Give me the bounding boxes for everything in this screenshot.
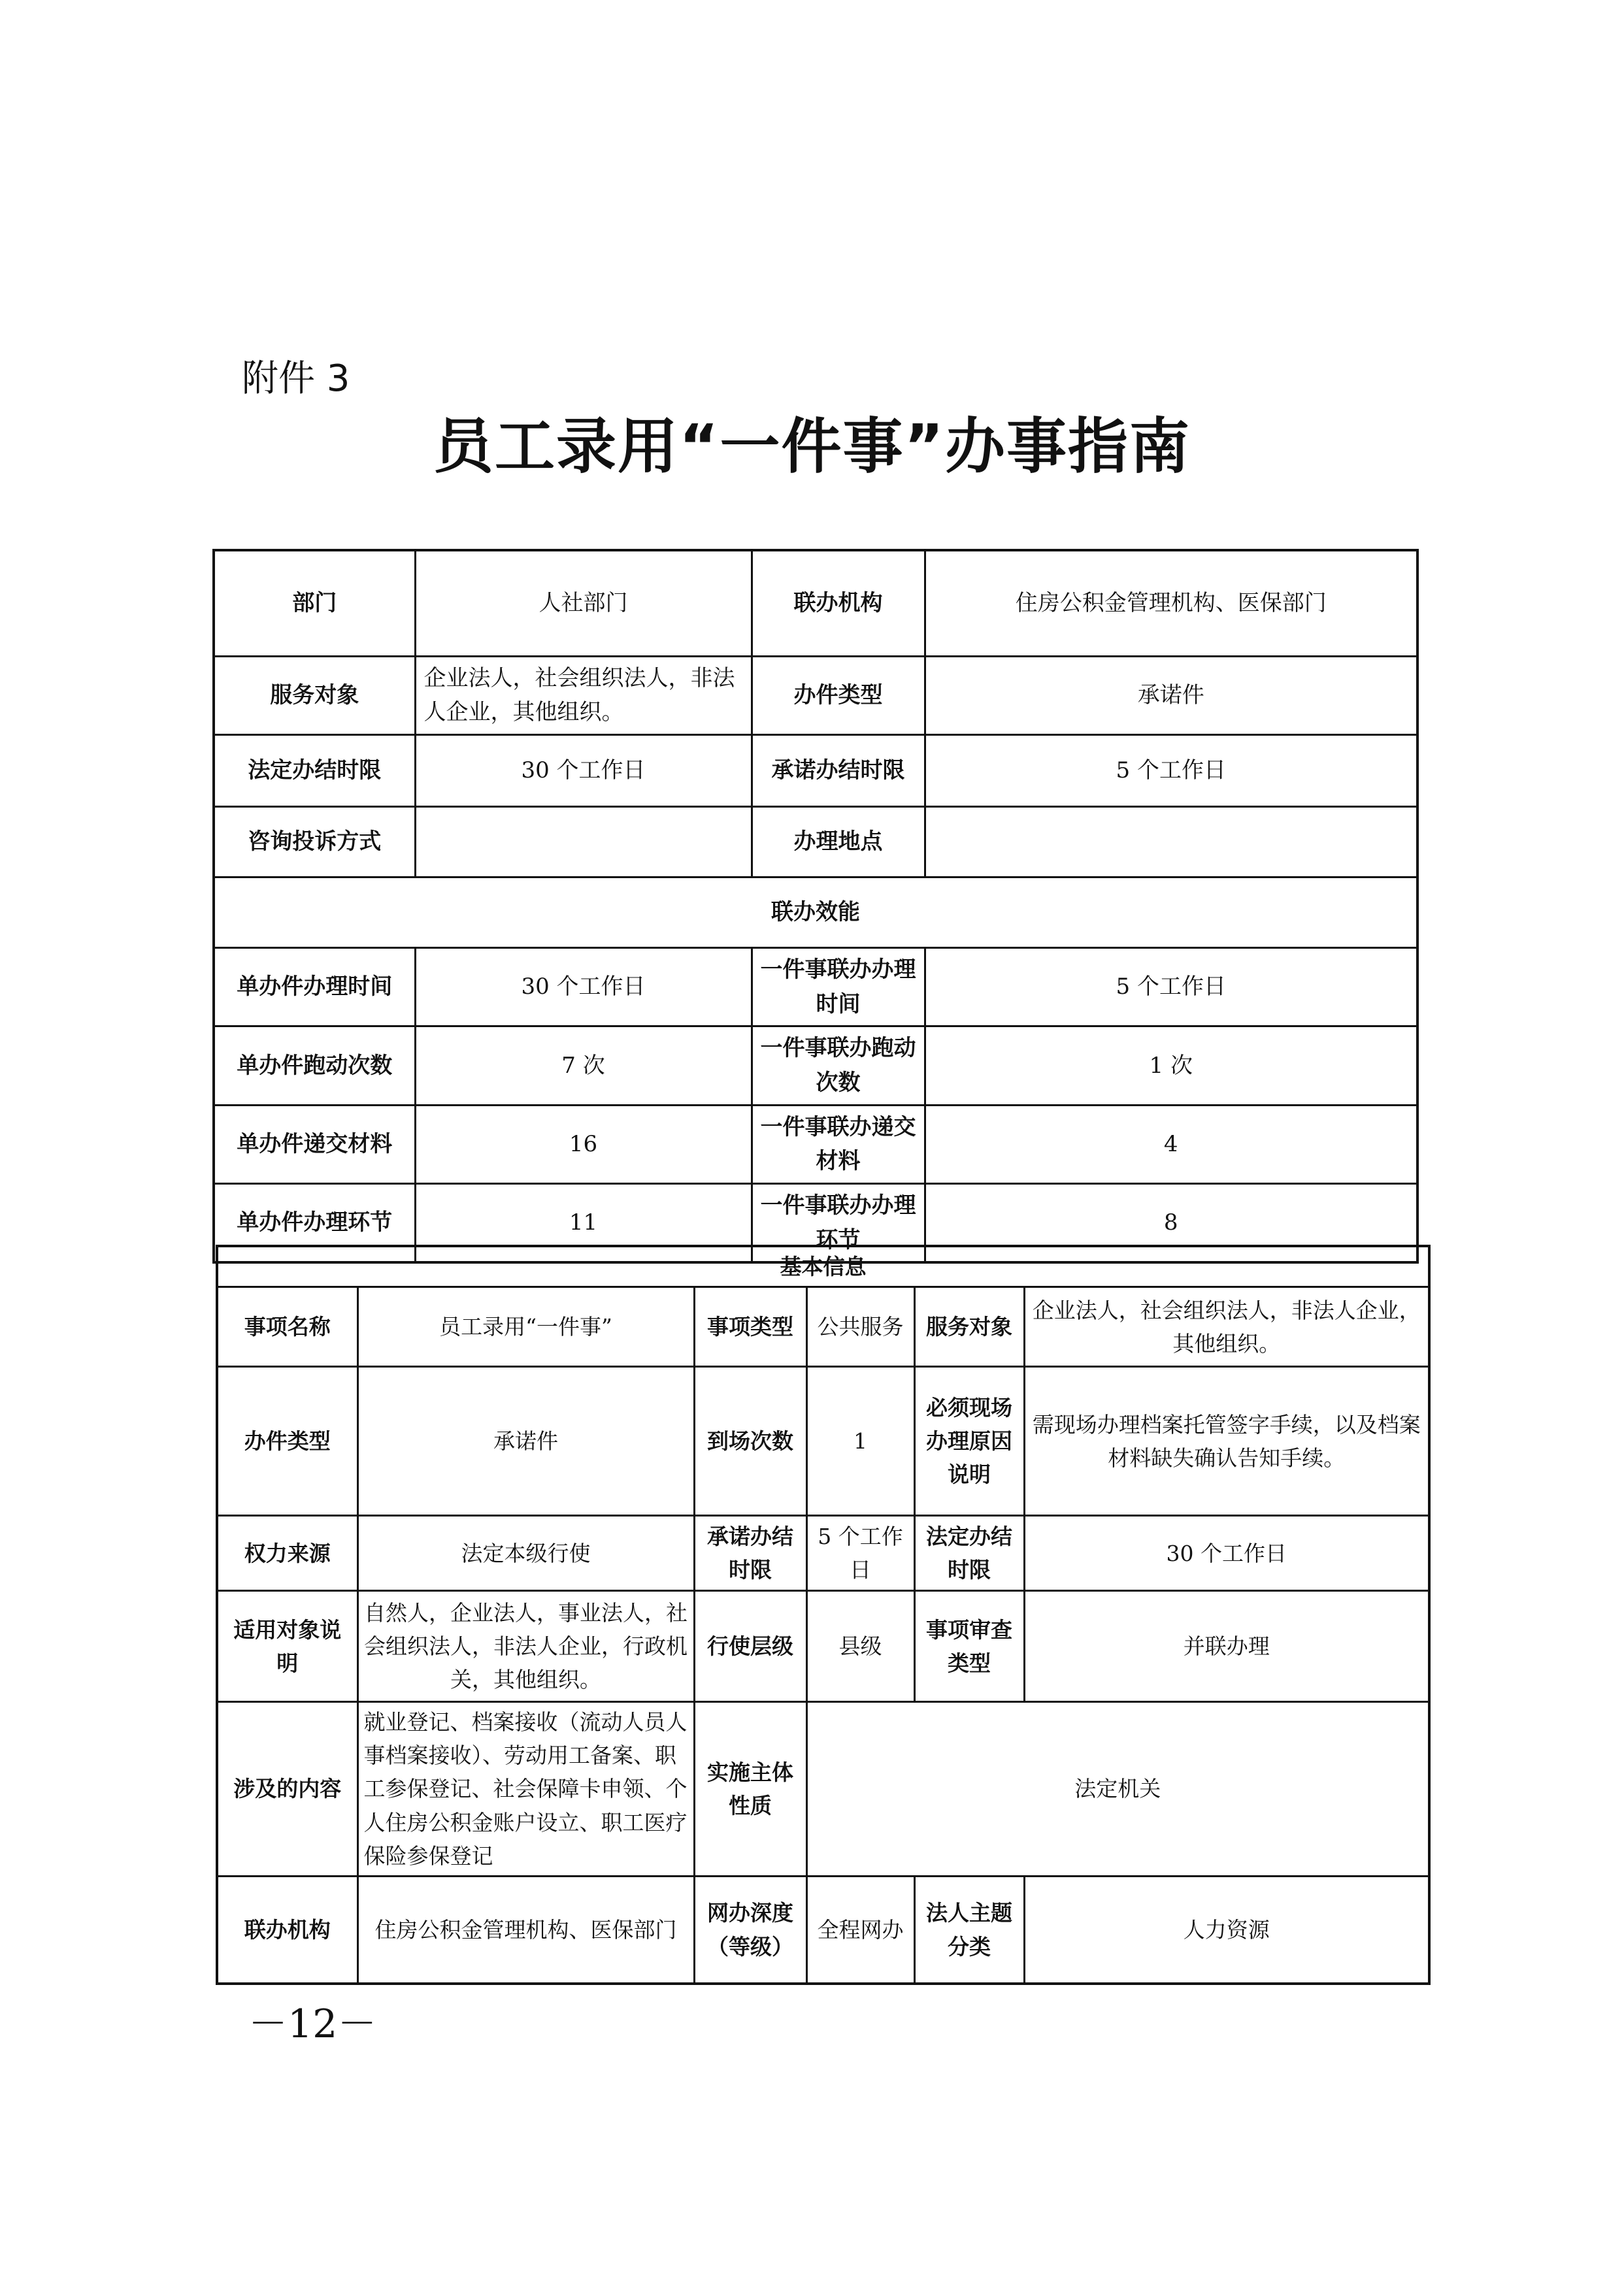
basic-section-title: 基本信息 (217, 1246, 1429, 1287)
table-row (214, 1105, 1417, 1183)
case-type-value: 承诺件 (925, 656, 1417, 734)
location-value (925, 806, 1417, 877)
single-steps-value: 11 (415, 1184, 752, 1263)
single-time-value: 30 个工作日 (415, 947, 752, 1026)
basic-promise-limit-value: 5 个工作日 (806, 1516, 914, 1591)
basic-service-target-label: 服务对象 (914, 1287, 1024, 1367)
subject-nature-value: 法定机关 (806, 1702, 1429, 1877)
item-name-label: 事项名称 (217, 1287, 357, 1367)
service-target-value: 企业法人，社会组织法人，非法人企业，其他组织。 (415, 656, 752, 734)
applicable-value: 自然人，企业法人，事业法人，社会组织法人，非法人企业，行政机关，其他组织。 (357, 1591, 694, 1702)
review-type-value: 并联办理 (1024, 1591, 1429, 1702)
consult-label: 咨询投诉方式 (214, 806, 415, 877)
basic-case-type-value: 承诺件 (357, 1367, 694, 1516)
joint-steps-label: 一件事联办办理环节 (752, 1184, 925, 1263)
onsite-reason-value: 需现场办理档案托管签字手续，以及档案材料缺失确认告知手续。 (1024, 1367, 1429, 1516)
case-type-label: 办件类型 (752, 656, 925, 734)
joint-time-value: 5 个工作日 (925, 947, 1417, 1026)
joint-time-label: 一件事联办办理时间 (752, 947, 925, 1026)
joint-steps-value: 8 (925, 1184, 1417, 1263)
attachment-label: 附件 3 (242, 357, 350, 400)
single-visits-value: 7 次 (415, 1026, 752, 1105)
online-depth-label: 网办深度（等级） (694, 1876, 806, 1984)
basic-joint-org-label: 联办机构 (217, 1876, 357, 1984)
item-name-value: 员工录用“一件事” (357, 1287, 694, 1367)
page-number: －12－ (248, 2001, 377, 2047)
basic-info-table (216, 1245, 1431, 1985)
basic-case-type-label: 办件类型 (217, 1367, 357, 1516)
onsite-reason-label: 必须现场办理原因说明 (914, 1367, 1024, 1516)
item-type-value: 公共服务 (806, 1287, 914, 1367)
table-row (214, 1026, 1417, 1105)
joint-materials-label: 一件事联办递交材料 (752, 1105, 925, 1183)
online-depth-value: 全程网办 (806, 1876, 914, 1984)
joint-org-label: 联办机构 (752, 550, 925, 656)
joint-org-value: 住房公积金管理机构、医保部门 (925, 550, 1417, 656)
legal-limit-label: 法定办结时限 (214, 734, 415, 806)
visits-value: 1 (806, 1367, 914, 1516)
legal-theme-value: 人力资源 (1024, 1876, 1429, 1984)
dept-value: 人社部门 (415, 550, 752, 656)
subject-nature-label: 实施主体性质 (694, 1702, 806, 1877)
single-time-label: 单办件办理时间 (214, 947, 415, 1026)
legal-limit-value: 30 个工作日 (415, 734, 752, 806)
single-materials-label: 单办件递交材料 (214, 1105, 415, 1183)
power-source-value: 法定本级行使 (357, 1516, 694, 1591)
consult-value (415, 806, 752, 877)
content-label: 涉及的内容 (217, 1702, 357, 1877)
single-materials-value: 16 (415, 1105, 752, 1183)
joint-materials-value: 4 (925, 1105, 1417, 1183)
joint-visits-label: 一件事联办跑动次数 (752, 1026, 925, 1105)
level-label: 行使层级 (694, 1591, 806, 1702)
promise-limit-label: 承诺办结时限 (752, 734, 925, 806)
applicable-label: 适用对象说明 (217, 1591, 357, 1702)
legal-theme-label: 法人主题分类 (914, 1876, 1024, 1984)
efficiency-section-title: 联办效能 (214, 877, 1417, 947)
page-title: 员工录用“一件事”办事指南 (433, 412, 1191, 482)
summary-table (212, 549, 1419, 1264)
review-type-label: 事项审查类型 (914, 1591, 1024, 1702)
location-label: 办理地点 (752, 806, 925, 877)
basic-legal-limit-label: 法定办结时限 (914, 1516, 1024, 1591)
item-type-label: 事项类型 (694, 1287, 806, 1367)
content-value: 就业登记、档案接收（流动人员人事档案接收）、劳动用工备案、职工参保登记、社会保障卡申领、个人住房公积金账户设立、职工医疗保险参保登记 (357, 1702, 694, 1877)
service-target-label: 服务对象 (214, 656, 415, 734)
level-value: 县级 (806, 1591, 914, 1702)
single-steps-label: 单办件办理环节 (214, 1184, 415, 1263)
basic-service-target-value: 企业法人，社会组织法人，非法人企业，其他组织。 (1024, 1287, 1429, 1367)
visits-label: 到场次数 (694, 1367, 806, 1516)
basic-promise-limit-label: 承诺办结时限 (694, 1516, 806, 1591)
basic-legal-limit-value: 30 个工作日 (1024, 1516, 1429, 1591)
power-source-label: 权力来源 (217, 1516, 357, 1591)
single-visits-label: 单办件跑动次数 (214, 1026, 415, 1105)
table-row (214, 947, 1417, 1026)
basic-joint-org-value: 住房公积金管理机构、医保部门 (357, 1876, 694, 1984)
joint-visits-value: 1 次 (925, 1026, 1417, 1105)
dept-label: 部门 (214, 550, 415, 656)
promise-limit-value: 5 个工作日 (925, 734, 1417, 806)
